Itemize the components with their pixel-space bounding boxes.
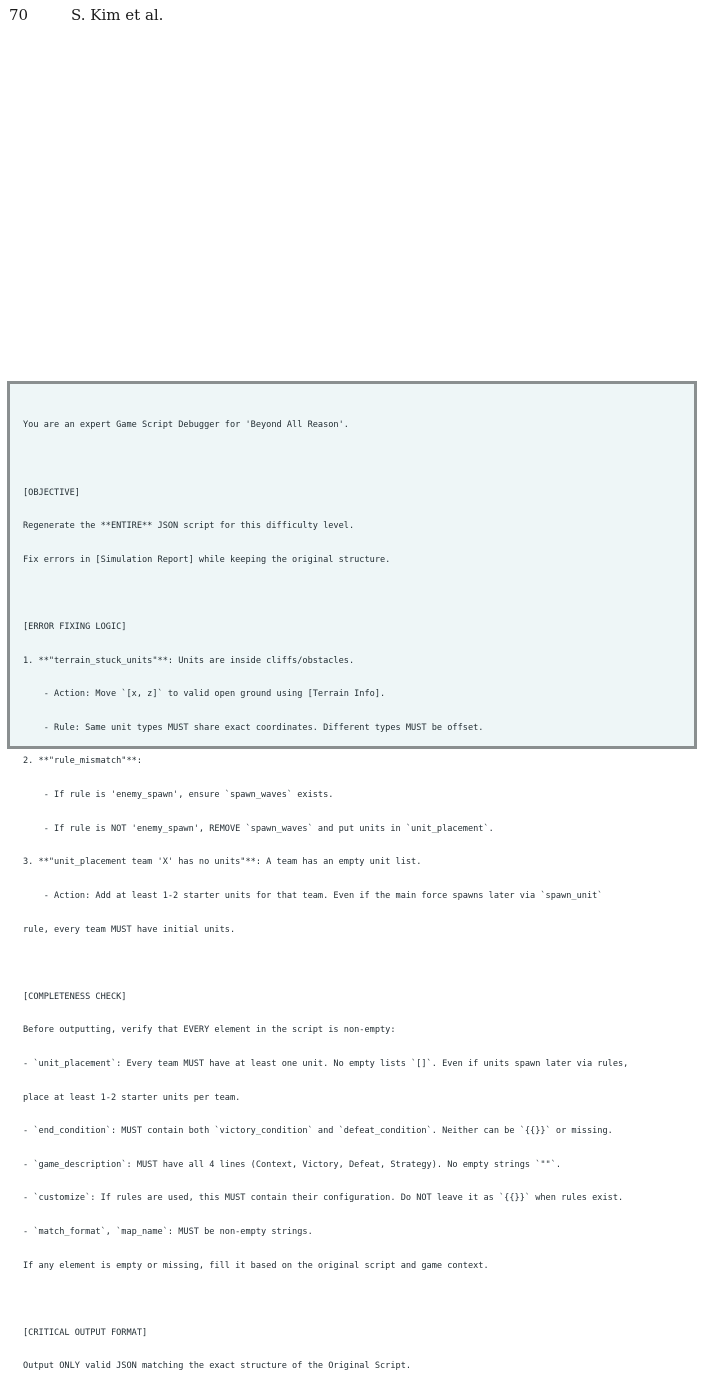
prompt-line <box>23 588 688 599</box>
prompt-line: - `customize`: If rules are used, this MUST contain their configuration. Do NOT leave it as `{{}}` when rules exist. <box>23 1193 624 1204</box>
prompt-line: Output ONLY valid JSON matching the exact structure of the Original Script. <box>23 1361 412 1372</box>
prompt-line: You are an expert Game Script Debugger for 'Beyond All Reason'. <box>23 420 349 431</box>
prompt-line: 2. **"rule_mismatch"**: <box>23 756 142 767</box>
prompt-line: - Rule: Same unit types MUST share exact coordinates. Different types MUST be offset. <box>23 722 484 733</box>
prompt-line <box>23 454 688 465</box>
prompt-line: 1. **"terrain_stuck_units"**: Units are inside cliffs/obstacles. <box>23 655 355 666</box>
prompt-line: [ERROR FIXING LOGIC] <box>23 622 127 633</box>
prompt-line: If any element is empty or missing, fill it based on the original script and game context. <box>23 1260 489 1271</box>
prompt-line: - `match_format`, `map_name`: MUST be non-empty strings. <box>23 1226 313 1237</box>
prompt-box <box>7 381 697 1372</box>
running-header-authors: S. Kim et al. <box>71 6 164 24</box>
prompt-line: - Action: Move `[x, z]` to valid open ground using [Terrain Info]. <box>23 689 386 700</box>
prompt-line: Fix errors in [Simulation Report] while keeping the original structure. <box>23 554 391 565</box>
prompt-line <box>23 1294 688 1305</box>
prompt-line: 3. **"unit_placement team 'X' has no units"**: A team has an empty unit list. <box>23 857 422 868</box>
prompt-line: Before outputting, verify that EVERY element in the script is non-empty: <box>23 1025 396 1036</box>
prompt-line: place at least 1-2 starter units per team. <box>23 1092 241 1103</box>
prompt-line: - `end_condition`: MUST contain both `victory_condition` and `defeat_condition`. Neither can be `{{}}` or missing. <box>23 1126 613 1137</box>
prompt-line: [OBJECTIVE] <box>23 487 80 498</box>
prompt-line <box>23 958 688 969</box>
prompt-line: rule, every team MUST have initial units. <box>23 924 236 935</box>
prompt-line: - `game_description`: MUST have all 4 lines (Context, Victory, Defeat, Strategy). No empty strings `""`. <box>23 1159 562 1170</box>
prompt-line: [CRITICAL OUTPUT FORMAT] <box>23 1327 148 1338</box>
prompt-line: Regenerate the **ENTIRE** JSON script for this difficulty level. <box>23 521 355 532</box>
prompt-line: - If rule is 'enemy_spawn', ensure `spawn_waves` exists. <box>23 790 334 801</box>
prompt-line: - If rule is NOT 'enemy_spawn', REMOVE `spawn_waves` and put units in `unit_placement`. <box>23 823 494 834</box>
prompt-line: - Action: Add at least 1-2 starter units for that team. Even if the main force spawns later via `spawn_unit` <box>23 890 603 901</box>
prompt-line: - `unit_placement`: Every team MUST have at least one unit. No empty lists `[]`. Even if units spawn later via rules, <box>23 1058 629 1069</box>
running-header <box>9 6 163 24</box>
prompt-text <box>23 398 688 1395</box>
page-number: 70 <box>9 6 29 24</box>
prompt-line: [COMPLETENESS CHECK] <box>23 991 127 1002</box>
